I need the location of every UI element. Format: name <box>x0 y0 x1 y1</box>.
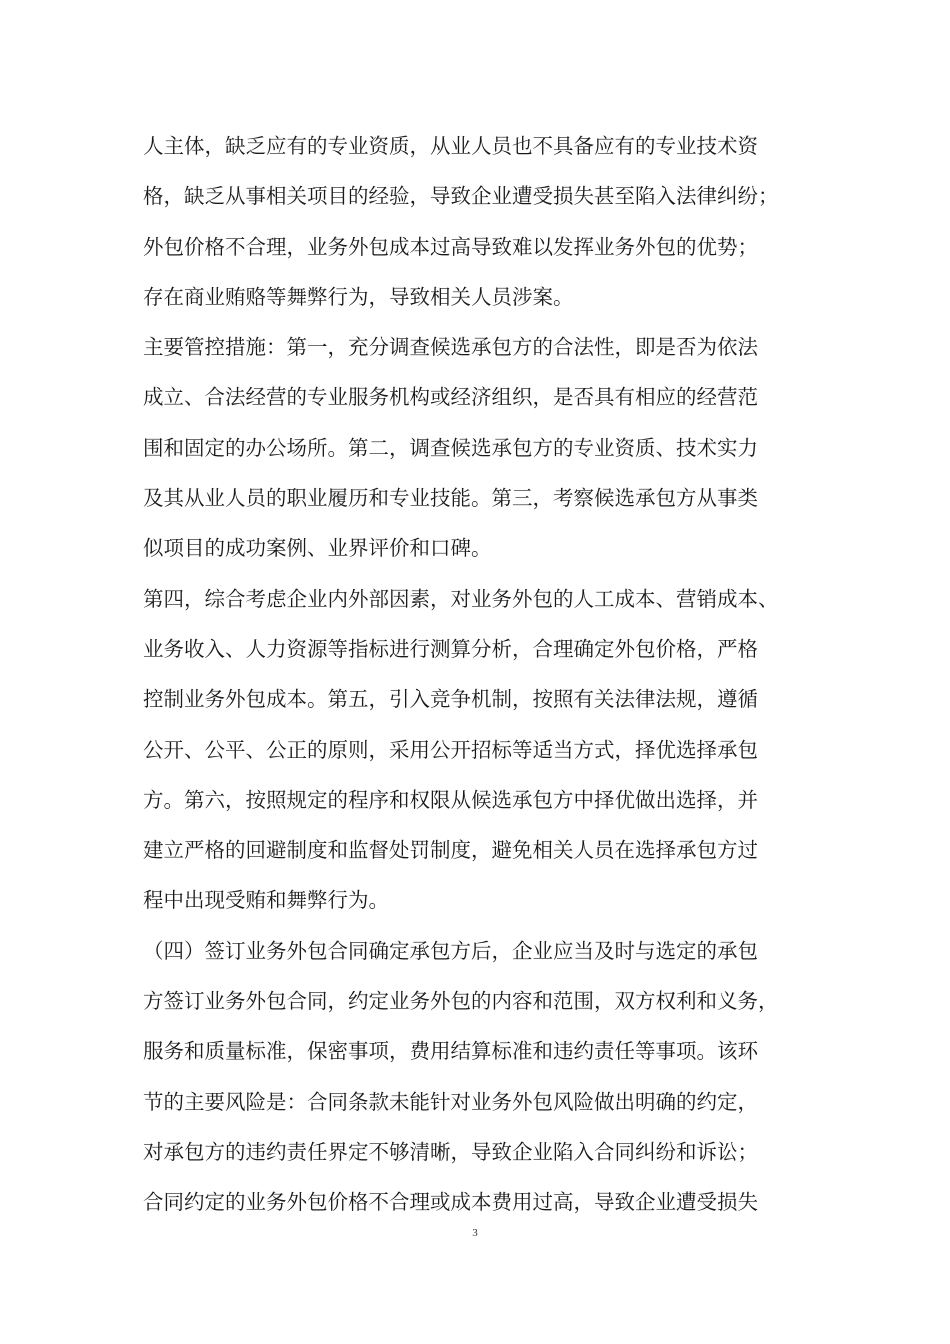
text-line: 第四，综合考虑企业内外部因素，对业务外包的人工成本、营销成本、 <box>143 586 779 611</box>
text-line: 建立严格的回避制度和监督处罚制度，避免相关人员在选择承包方过 <box>143 838 758 863</box>
text-line: 节的主要风险是：合同条款未能针对业务外包风险做出明确的约定， <box>143 1089 758 1114</box>
text-line: 合同约定的业务外包价格不合理或成本费用过高，导致企业遭受损失 <box>143 1190 758 1215</box>
page-number: 3 <box>472 1227 478 1239</box>
text-line: 成立、合法经营的专业服务机构或经济组织，是否具有相应的经营范 <box>143 385 758 410</box>
text-line: 方。第六，按照规定的程序和权限从候选承包方中择优做出选择，并 <box>143 787 758 812</box>
text-line: 对承包方的违约责任界定不够清晰，导致企业陷入合同纠纷和诉讼； <box>143 1139 758 1164</box>
text-line: （四）签订业务外包合同确定承包方后，企业应当及时与选定的承包 <box>143 938 758 963</box>
text-line: 服务和质量标准，保密事项，费用结算标准和违约责任等事项。该环 <box>143 1039 758 1064</box>
text-line: 存在商业贿赂等舞弊行为，导致相关人员涉案。 <box>143 284 574 309</box>
text-line: 程中出现受贿和舞弊行为。 <box>143 888 389 913</box>
text-line: 似项目的成功案例、业界评价和口碑。 <box>143 536 492 561</box>
text-line: 格，缺乏从事相关项目的经验，导致企业遭受损失甚至陷入法律纠纷； <box>143 184 779 209</box>
text-line: 外包价格不合理，业务外包成本过高导致难以发挥业务外包的优势； <box>143 234 758 259</box>
text-line: 围和固定的办公场所。第二，调查候选承包方的专业资质、技术实力 <box>143 435 758 460</box>
text-line: 人主体，缺乏应有的专业资质，从业人员也不具备应有的专业技术资 <box>143 134 758 158</box>
text-line: 及其从业人员的职业履历和专业技能。第三，考察候选承包方从事类 <box>143 486 758 511</box>
text-line: 公开、公平、公正的原则，采用公开招标等适当方式，择优选择承包 <box>143 737 758 762</box>
text-line: 控制业务外包成本。第五，引入竞争机制，按照有关法律法规，遵循 <box>143 687 758 712</box>
text-line: 主要管控措施：第一，充分调查候选承包方的合法性，即是否为依法 <box>143 335 758 360</box>
text-line: 方签订业务外包合同，约定业务外包的内容和范围，双方权利和义务， <box>143 989 779 1014</box>
text-line: 业务收入、人力资源等指标进行测算分析，合理确定外包价格，严格 <box>143 636 758 661</box>
body-text <box>143 121 843 1228</box>
